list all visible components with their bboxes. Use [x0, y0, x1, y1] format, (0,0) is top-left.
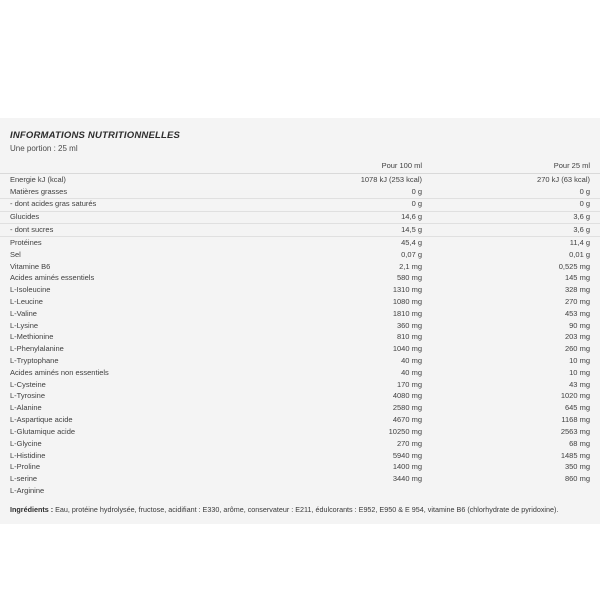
table-row	[0, 211, 600, 224]
table-row	[0, 224, 600, 237]
row-value-per-100ml: 4080 mg	[392, 391, 422, 401]
row-label: L-Cysteine	[10, 379, 46, 389]
table-row	[0, 198, 600, 211]
row-label: Glucides	[0, 211, 264, 224]
table-row	[0, 186, 600, 198]
row-value-per-100ml: 1310 mg	[392, 285, 422, 295]
row-value-per-25ml: 0,525 mg	[558, 261, 590, 271]
row-label: L-Lysine	[10, 320, 39, 330]
table-row	[0, 273, 600, 285]
column-header-per-25ml: Pour 25 ml	[432, 160, 600, 174]
row-value-per-100ml: 0,07 g	[401, 249, 422, 259]
row-value-per-100ml: 1080 mg	[392, 296, 422, 306]
table-row	[0, 462, 600, 474]
row-value-per-100ml: 4670 mg	[392, 415, 422, 425]
table-row	[0, 249, 600, 261]
row-value-per-25ml: 3,6 g	[432, 211, 600, 224]
row-value-per-25ml: 260 mg	[564, 344, 590, 354]
table-row	[0, 403, 600, 415]
table-row	[0, 320, 600, 332]
row-value-per-25ml: 453 mg	[564, 308, 590, 318]
nutrition-table	[0, 160, 600, 497]
row-label: Sel	[10, 249, 21, 259]
row-label: Protéines	[10, 237, 42, 247]
row-value-per-25ml: 0 g	[432, 186, 600, 198]
table-row	[0, 367, 600, 379]
table-row	[0, 285, 600, 297]
nutrition-panel	[0, 118, 600, 524]
table-row	[0, 344, 600, 356]
row-label: Matières grasses	[0, 186, 264, 198]
row-value-per-100ml: 580 mg	[396, 273, 422, 283]
row-value-per-100ml: 14,5 g	[264, 224, 432, 237]
row-value-per-100ml: 2,1 mg	[399, 261, 422, 271]
table-row	[0, 332, 600, 344]
row-value-per-25ml: 270 kJ (63 kcal)	[537, 174, 590, 184]
row-label: L-Glutamique acide	[10, 426, 76, 436]
table-row	[0, 414, 600, 426]
row-value-per-25ml: 68 mg	[569, 438, 590, 448]
page-title: INFORMATIONS NUTRITIONNELLES	[10, 130, 181, 141]
row-label: Acides aminés essentiels	[10, 273, 95, 283]
table-row	[0, 379, 600, 391]
row-value-per-25ml: 1485 mg	[560, 450, 590, 460]
column-header-per-100ml: Pour 100 ml	[264, 160, 432, 174]
row-value-per-25ml: 90 mg	[569, 320, 590, 330]
row-value-per-100ml: 0 g	[264, 186, 432, 198]
row-value-per-100ml: 1810 mg	[392, 308, 422, 318]
row-value-per-100ml: 0 g	[264, 198, 432, 211]
table-row	[0, 391, 600, 403]
portion-text: Une portion : 25 ml	[10, 144, 78, 153]
row-value-per-25ml: 860 mg	[564, 474, 590, 484]
table-header	[0, 160, 600, 174]
column-header-label	[0, 160, 264, 174]
row-label: L-Proline	[10, 462, 41, 472]
row-value-per-25ml: 11,4 g	[569, 237, 590, 247]
row-label: L-Leucine	[10, 296, 43, 306]
row-label: - dont acides gras saturés	[0, 198, 264, 211]
row-label: Acides aminés non essentiels	[10, 367, 109, 377]
table-row	[0, 296, 600, 308]
row-label: L-Glycine	[10, 438, 42, 448]
row-value-per-25ml: 350 mg	[564, 462, 590, 472]
table-row	[0, 426, 600, 438]
row-label: L-Phenylalanine	[10, 344, 64, 354]
row-value-per-25ml: 203 mg	[564, 332, 590, 342]
row-label: - dont sucres	[0, 224, 264, 237]
row-value-per-25ml: 1168 mg	[561, 415, 590, 425]
table-row	[0, 174, 600, 186]
row-label: L-Tryptophane	[10, 356, 59, 365]
row-value-per-25ml: 645 mg	[564, 403, 590, 413]
row-label: L-Tyrosine	[10, 391, 46, 401]
table-row	[0, 355, 600, 367]
row-label: L-serine	[10, 474, 38, 484]
row-value-per-25ml: 145 mg	[564, 273, 590, 283]
row-value-per-100ml: 3440 mg	[392, 474, 422, 484]
row-value-per-25ml: 10 mg	[569, 367, 590, 377]
row-label: L-Alanine	[10, 403, 42, 413]
table-row	[0, 237, 600, 249]
table-row	[0, 450, 600, 462]
row-value-per-25ml: 3,6 g	[432, 224, 600, 237]
row-value-per-100ml: 40 mg	[401, 356, 422, 365]
row-value-per-25ml: 270 mg	[564, 296, 590, 306]
row-label: L-Aspartique acide	[10, 415, 73, 425]
row-value-per-100ml	[264, 485, 432, 497]
table-row	[0, 261, 600, 273]
row-value-per-100ml: 2580 mg	[392, 403, 422, 413]
row-value-per-100ml: 1040 mg	[392, 344, 422, 354]
row-value-per-100ml: 170 mg	[396, 379, 422, 389]
row-value-per-100ml: 270 mg	[396, 438, 422, 448]
ingredients-text: Eau, protéine hydrolysée, fructose, acidifiant : E330, arôme, conservateur : E211, édulcorants : E952, E950 & E 954, vitamine B6 (chlorhydrate de pyridoxine).	[53, 505, 559, 515]
row-label: L-Methionine	[10, 332, 54, 342]
row-value-per-100ml: 40 mg	[401, 367, 422, 377]
row-value-per-25ml: 0 g	[432, 198, 600, 211]
row-label: L-Valine	[10, 308, 37, 318]
row-value-per-100ml: 1078 kJ (253 kcal)	[360, 174, 422, 184]
row-value-per-100ml: 360 mg	[396, 320, 422, 330]
table-header-row	[0, 160, 600, 174]
table-row	[0, 485, 600, 497]
row-value-per-25ml	[432, 485, 600, 497]
table-row	[0, 438, 600, 450]
row-label: L-Arginine	[10, 485, 45, 495]
row-label: L-Isoleucine	[10, 285, 51, 295]
row-label: L-Histidine	[10, 450, 46, 460]
table-body	[0, 174, 600, 497]
row-value-per-25ml: 0,01 g	[569, 249, 590, 259]
row-value-per-25ml: 328 mg	[564, 285, 590, 295]
row-value-per-25ml: 10 mg	[569, 356, 590, 365]
table-row	[0, 308, 600, 320]
row-label: Energie kJ (kcal)	[10, 174, 66, 184]
row-value-per-25ml: 43 mg	[569, 379, 590, 389]
row-value-per-100ml: 1400 mg	[392, 462, 422, 472]
row-value-per-100ml: 810 mg	[396, 332, 422, 342]
ingredients-block	[0, 497, 600, 514]
row-value-per-25ml: 1020 mg	[560, 391, 590, 401]
row-label: Vitamine B6	[10, 261, 51, 271]
table-row	[0, 474, 600, 486]
row-value-per-100ml: 10250 mg	[388, 426, 422, 436]
ingredients-label: Ingrédients :	[10, 505, 54, 515]
row-value-per-25ml: 2563 mg	[560, 426, 590, 436]
row-value-per-100ml: 14,6 g	[264, 211, 432, 224]
row-value-per-100ml: 45,4 g	[401, 237, 422, 247]
row-value-per-100ml: 5940 mg	[392, 450, 422, 460]
